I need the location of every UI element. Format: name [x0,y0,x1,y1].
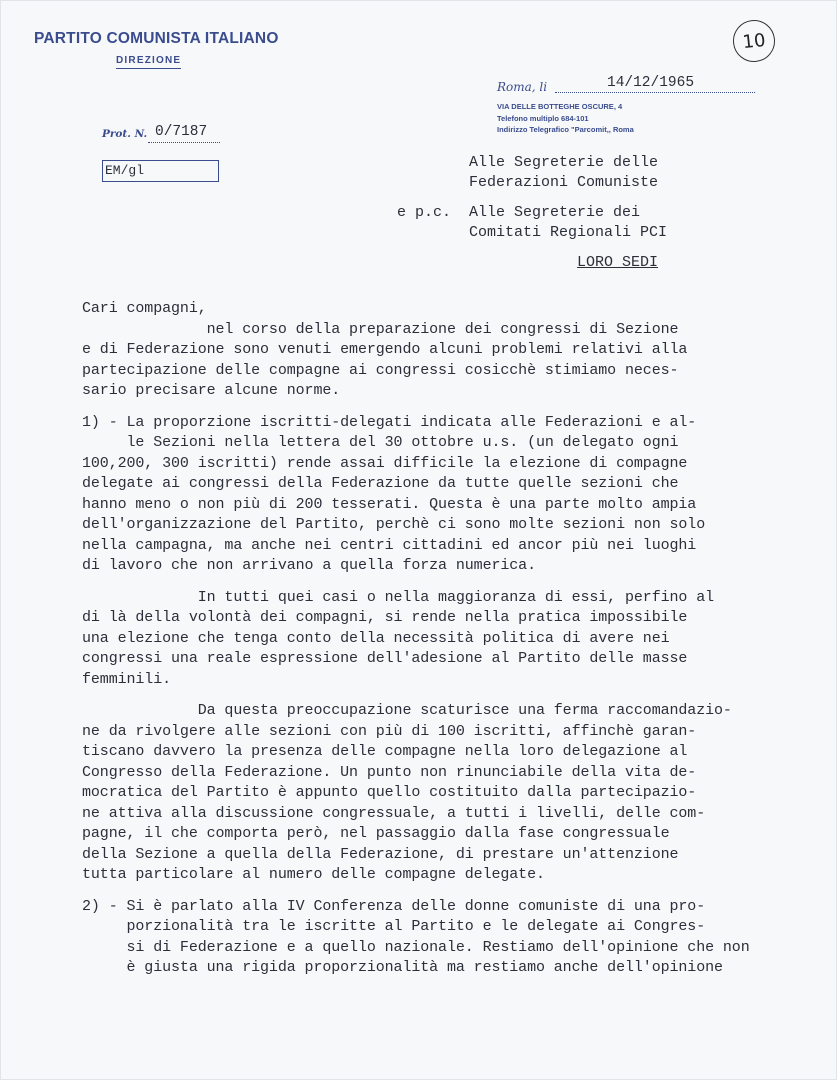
text-line: tutta particolare al numero delle compagne delegate. [82,866,545,883]
recipient-line-4: Comitati Regionali PCI [469,224,668,241]
text-line: ne da rivolgere alle sezioni con più di 100 iscritti, affinchè garan- [82,722,697,740]
text-line: 2) - Si è parlato alla IV Conferenza delle donne comuniste di una pro- [82,897,706,915]
letterhead-address [497,101,634,136]
text-line: si di Federazione e a quello nazionale. Restiamo dell'opinione che non [82,938,750,956]
letterhead-department: DIREZIONE [116,55,181,69]
text-line: In tutti quei casi o nella maggioranza di essi, perfino al [82,588,715,606]
text-line: di lavoro che non arrivano a quella forza numerica. [82,557,536,574]
place-label: Roma, li [497,80,548,94]
text-line: femminili. [82,670,172,688]
text-line: nella campagna, ma anche nei centri cittadini ed ancor più nei luoghi [82,536,697,554]
address-line: Indirizzo Telegrafico "Parcomit,, Roma [497,125,634,134]
text-line: le Sezioni nella lettera del 30 ottobre u.s. (un delegato ogni [82,434,679,451]
text-line: partecipazione delle compagne ai congressi cosicchè stimiamo neces- [82,361,679,379]
protocol-dotted-line [148,142,220,143]
page-number-circle: 10 [731,18,777,64]
recipient-loro-sedi: LORO SEDI [577,254,659,271]
text-line: è giusta una rigida proporzionalità ma restiamo anche dell'opinione [82,959,723,976]
text-line: di là della volontà dei compagni, si rende nella pratica impossibile [82,609,688,626]
paragraph-point-2 [82,897,802,979]
paragraph-intro [82,320,802,402]
text-line: mocratica del Partito è appunto quello costituito dalla partecipazio- [82,784,697,801]
paragraph-point-1 [82,413,802,577]
text-line: tiscano davvero la presenza delle compagne nella loro delegazione al [82,743,688,760]
paragraph-3 [82,588,802,691]
reference-box: EM/gl [102,160,219,182]
paragraph-4 [82,701,802,886]
text-line: una elezione che tenga conto della necessità politica di avere nei [82,629,670,647]
text-line: e di Federazione sono venuti emergendo alcuni problemi relativi alla [82,341,688,358]
text-line: della Sezione a quella della Federazione, di prestare un'attenzione [82,845,679,863]
address-line: VIA DELLE BOTTEGHE OSCURE, 4 [497,102,623,111]
address-line: Telefono multiplo 684-101 [497,113,589,123]
date-dotted-line [555,92,755,93]
text-line: sario precisare alcune norme. [82,382,341,399]
salutation: Cari compagni, [82,300,207,317]
text-line: 100,200, 300 iscritti) rende assai difficile la elezione di compagne [82,454,688,472]
text-line: congressi una reale espressione dell'adesione al Partito delle masse [82,650,688,667]
text-line: nel corso della preparazione dei congressi di Sezione [82,320,679,338]
text-line: Da questa preoccupazione scaturisce una ferma raccomandazio- [82,702,732,719]
letterhead-organization: PARTITO COMUNISTA ITALIANO [34,30,279,47]
protocol-label: Prot. N. [102,128,148,140]
recipient-line-3: Alle Segreterie dei [469,204,641,221]
text-line: Congresso della Federazione. Un punto non rinunciabile della vita de- [82,763,697,781]
text-line: dell'organizzazione del Partito, perchè ci sono molte sezioni non solo [82,516,706,533]
protocol-number: 0/7187 [155,124,208,140]
text-line: ne attiva alla discussione congressuale, a tutti i livelli, delle com- [82,804,706,822]
cc-prefix: e p.c. [397,204,452,221]
text-line: hanno meno o non più di 200 tesserati. Questa è una parte molto ampia [82,495,697,513]
recipient-line-2: Federazioni Comuniste [469,174,659,191]
letter-body [82,299,802,979]
letter-date: 14/12/1965 [607,75,695,91]
text-line: porzionalità tra le iscritte al Partito e le delegate ai Congres- [82,918,706,935]
text-line: pagne, il che comporta però, nel passaggio dalla fase congressuale [82,825,670,842]
recipient-line-1: Alle Segreterie delle [469,154,659,171]
text-line: 1) - La proporzione iscritti-delegati indicata alle Federazioni e al- [82,413,697,431]
text-line: delegate ai congressi della Federazione da tutte quelle sezioni che [82,475,679,492]
